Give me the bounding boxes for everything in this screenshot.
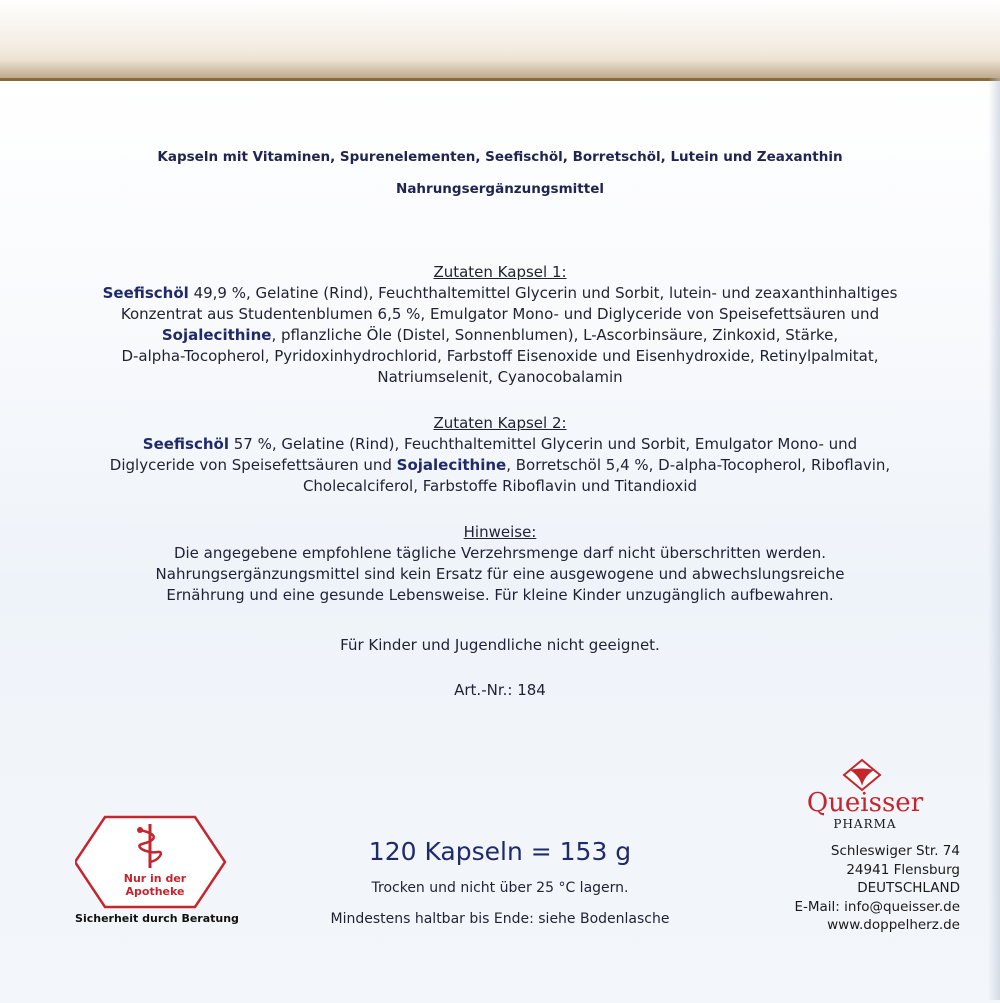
brand-name: Queisser [806, 788, 924, 818]
product-description: Kapseln mit Vitaminen, Spurenelementen, Seefischöl, Borretschöl, Lutein und Zeaxanthin [157, 149, 843, 165]
allergen-soy-lecithin: Sojalecithine [396, 456, 507, 474]
hints-line1: Die angegebene empfohlene tägliche Verzehrsmenge darf nicht überschritten werden. [173, 544, 827, 562]
package-count: 120 Kapseln = 153 g [368, 837, 632, 866]
hints-line2: Nahrungsergänzungsmittel sind kein Ersatz für eine ausgewogene und abwechslungsreiche [155, 565, 845, 583]
expiry-note: Mindestens haltbar bis Ende: siehe Bodenlasche [330, 911, 670, 927]
brand-subtitle: PHARMA [833, 817, 897, 831]
company-address [760, 842, 960, 935]
capsule2-section [60, 413, 940, 497]
capsule2-title: Zutaten Kapsel 2: [433, 414, 567, 432]
capsule1-line3: Sojalecithine, pflanzliche Öle (Distel, Sonnenblumen), L-Ascorbinsäure, Zinkoxid, Stärke, [161, 326, 839, 344]
address-email: E-Mail: info@queisser.de [794, 898, 960, 915]
capsule1-line5: Natriumselenit, Cyanocobalamin [377, 368, 623, 386]
allergen-fish-oil: Seefischöl [142, 435, 229, 453]
capsule1-line1: Seefischöl 49,9 %, Gelatine (Rind), Feuchthaltemittel Glycerin und Sorbit, lutein- und zeaxanthinhaltiges [102, 284, 898, 302]
badge-text-line1: Nur in der [123, 872, 187, 885]
capsule1-title: Zutaten Kapsel 1: [433, 263, 567, 281]
capsule1-line4: D-alpha-Tocopherol, Pyridoxinhydrochlorid, Farbstoff Eisenoxide und Eisenhydroxide, Retinylpalmitat, [121, 347, 879, 365]
capsule2-line2: Diglyceride von Speisefettsäuren und Sojalecithine, Borretschöl 5,4 %, D-alpha-Tocopherol, Riboflavin, [109, 456, 891, 474]
capsule2-line1: Seefischöl 57 %, Gelatine (Rind), Feuchthaltemittel Glycerin und Sorbit, Emulgator Mono- und [142, 435, 858, 453]
hints-section [60, 522, 940, 606]
address-country: DEUTSCHLAND [857, 880, 960, 896]
lid-shadow [0, 60, 1000, 78]
hints-title: Hinweise: [463, 523, 537, 541]
hints-line3: Ernährung und eine gesunde Lebensweise. Für kleine Kinder unzugänglich aufbewahren. [166, 586, 834, 604]
badge-text-line2: Apotheke [125, 885, 185, 898]
address-city: 24941 Flensburg [846, 861, 960, 878]
address-website: www.doppelherz.de [827, 917, 960, 933]
allergen-fish-oil: Seefischöl [102, 284, 189, 302]
storage-instruction: Trocken und nicht über 25 °C lagern. [371, 880, 629, 896]
capsule2-line3: Cholecalciferol, Farbstoffe Riboflavin und Titandioxid [302, 477, 698, 495]
queisser-q-icon [842, 758, 882, 792]
address-street: Schleswiger Str. 74 [830, 843, 960, 859]
age-notice: Für Kinder und Jugendliche nicht geeignet. [340, 636, 660, 654]
capsule1-section [60, 262, 940, 388]
capsule1-line2: Konzentrat aus Studentenblumen 6,5 %, Emulgator Mono- und Diglyceride von Speisefettsäuren und [120, 305, 880, 323]
apotheke-caption: Sicherheit durch Beratung [75, 912, 239, 925]
article-number: Art.-Nr.: 184 [454, 681, 546, 699]
allergen-soy-lecithin: Sojalecithine [161, 326, 272, 344]
product-category: Nahrungsergänzungsmittel [396, 181, 604, 197]
